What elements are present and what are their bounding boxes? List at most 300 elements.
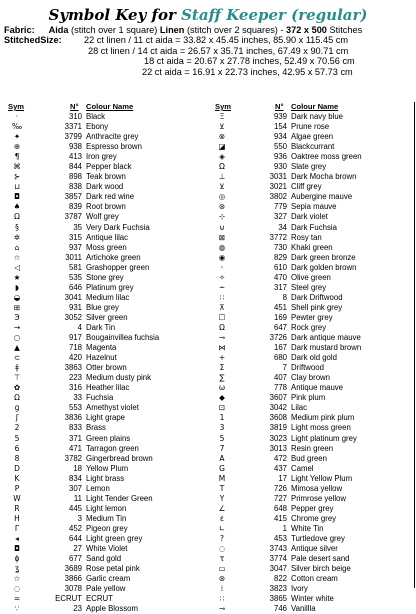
colour-name: Dark Tin (86, 322, 116, 332)
key-row (209, 233, 414, 243)
dmc-number: 407 (273, 373, 287, 383)
key-row (209, 353, 414, 363)
key-row (4, 514, 209, 524)
dmc-number: 3836 (64, 413, 82, 423)
key-row (209, 514, 414, 524)
colour-name: Oaktree moss green (291, 152, 362, 162)
symbol-glyph: T (219, 483, 225, 493)
fabric-label: Fabric: (4, 25, 35, 35)
symbol-glyph: ◘ (14, 544, 20, 554)
key-row (209, 122, 414, 132)
dmc-number: 833 (68, 423, 82, 433)
key-row (4, 383, 209, 393)
key-row (4, 172, 209, 182)
symbol-glyph: ⊛ (218, 574, 226, 584)
dmc-number: 3078 (64, 584, 82, 594)
key-row (4, 393, 209, 403)
symbol-glyph: ǂ (15, 363, 19, 373)
colour-name: Fuchsia (86, 393, 114, 403)
key-row (4, 524, 209, 534)
symbol-glyph: ◗ (15, 282, 19, 292)
key-row (209, 263, 414, 273)
symbol-glyph: Y (219, 493, 225, 503)
dmc-number: 437 (273, 463, 287, 473)
symbol-glyph: ∑ (219, 373, 225, 383)
key-row (4, 574, 209, 584)
key-row (4, 454, 209, 464)
colour-name: Dark old gold (291, 353, 337, 363)
colour-name: White Violet (86, 544, 128, 554)
dmc-number: 315 (68, 232, 82, 242)
dmc-number: 779 (273, 202, 287, 212)
key-row (209, 494, 414, 504)
colour-name: Turtledove grey (291, 533, 345, 543)
colour-name: Platinum grey (86, 282, 134, 292)
dmc-number: 610 (273, 262, 287, 272)
symbol-glyph: ☆ (13, 252, 21, 262)
title-prefix: Symbol Key for (48, 6, 182, 24)
colour-name: Pale yellow (86, 584, 126, 594)
symbol-glyph: H (14, 513, 20, 523)
key-row (209, 584, 414, 594)
key-row (209, 484, 414, 494)
key-row (209, 474, 414, 484)
symbol-glyph: ◪ (218, 142, 226, 152)
dmc-number: 3743 (269, 544, 287, 554)
dmc-number: 550 (273, 142, 287, 152)
dmc-number: 778 (273, 383, 287, 393)
key-row (209, 504, 414, 514)
size-row-4 (4, 67, 414, 77)
symbol-glyph: Э (14, 312, 20, 322)
dmc-number: 27 (73, 544, 82, 554)
dmc-number: 316 (68, 383, 82, 393)
colour-name: White Tin (291, 523, 324, 533)
left-column-headers (4, 102, 209, 111)
symbol-glyph: ∵ (14, 604, 20, 614)
fabric-row (4, 25, 414, 35)
key-row (209, 534, 414, 544)
key-row (209, 202, 414, 212)
key-row (209, 313, 414, 323)
colour-name: Medium lilac (86, 292, 130, 302)
dmc-number: 3371 (64, 122, 82, 132)
symbol-glyph: ♠ (13, 202, 21, 212)
key-row (209, 152, 414, 162)
key-row (4, 243, 209, 253)
symbol-glyph: ⊍ (219, 222, 225, 232)
key-row (4, 273, 209, 283)
key-row (209, 403, 414, 413)
colour-name: Winter white (291, 594, 334, 604)
key-row (209, 393, 414, 403)
colour-name: Sand gold (86, 554, 122, 564)
colour-name: Wolf grey (86, 212, 119, 222)
symbol-glyph: ⊛ (218, 202, 226, 212)
header-sym: Sym (215, 102, 232, 111)
colour-name: Driftwood (291, 363, 324, 373)
symbol-glyph: τ (219, 554, 225, 564)
key-row (209, 434, 414, 444)
colour-name: Dark green bronze (291, 252, 356, 262)
key-row (209, 373, 414, 383)
symbol-glyph: ϕ (14, 554, 20, 564)
colour-name: Amethyst violet (86, 403, 139, 413)
colour-name: Antique lilac (86, 232, 129, 242)
symbol-glyph: ⊥ (218, 172, 226, 182)
dmc-number: 310 (68, 112, 82, 121)
symbol-glyph: 6 (14, 443, 20, 453)
colour-name: Algae green (291, 132, 334, 142)
dmc-number: 3772 (269, 232, 287, 242)
colour-name: Pepper grey (291, 503, 334, 513)
dmc-number: 3819 (269, 423, 287, 433)
colour-name: Steel grey (291, 282, 327, 292)
key-row (4, 112, 209, 122)
dmc-number: 371 (68, 433, 82, 443)
dmc-number: 8 (282, 292, 287, 302)
symbol-glyph: ⊸ (218, 333, 226, 343)
colour-name: Resin green (291, 443, 334, 453)
dmc-number: 445 (68, 503, 82, 513)
dmc-number: 3052 (64, 312, 82, 322)
colour-name: Light green grey (86, 533, 143, 543)
key-row (209, 343, 414, 353)
symbol-glyph: ⋈ (218, 343, 226, 353)
colour-name: Moss green (86, 242, 127, 252)
key-row (4, 444, 209, 454)
dmc-number: 3857 (64, 192, 82, 202)
symbol-glyph: 3 (219, 423, 225, 433)
colour-name: Very Dark Fuchsia (86, 222, 150, 232)
symbol-glyph: ⌘ (13, 162, 21, 172)
dmc-number: 1 (282, 523, 287, 533)
key-row (4, 313, 209, 323)
colour-name: Pigeon grey (86, 523, 128, 533)
key-row (209, 524, 414, 534)
dmc-number: 930 (273, 162, 287, 172)
dmc-number: 3047 (269, 564, 287, 574)
key-row (4, 122, 209, 132)
symbol-glyph: ⁞ (220, 584, 224, 594)
key-row (209, 574, 414, 584)
dmc-number: ECRUT (55, 594, 82, 604)
symbol-glyph: + (218, 353, 226, 363)
colour-name: Dark violet (291, 212, 328, 222)
header-name: Colour Name (291, 102, 339, 111)
dmc-number: 3607 (269, 393, 287, 403)
symbol-glyph: ∷ (219, 292, 225, 302)
colour-name: Dark Mocha brown (291, 172, 357, 182)
colour-name: ECRUT (86, 594, 113, 604)
symbol-glyph: K (14, 473, 20, 483)
colour-name: Dark antique mauve (291, 333, 361, 343)
key-row (4, 142, 209, 152)
dmc-number: 936 (273, 152, 287, 162)
dmc-number: 3689 (64, 564, 82, 574)
key-row (4, 494, 209, 504)
colour-name: Hazelnut (86, 353, 117, 363)
dmc-number: 3802 (269, 192, 287, 202)
colour-name: Artichoke green (86, 252, 141, 262)
symbol-glyph: P (14, 483, 20, 493)
colour-name: Dark Fuchsia (291, 222, 337, 232)
stitch-suffix: Stitches (329, 25, 363, 35)
colour-name: Chrome grey (291, 513, 337, 523)
colour-name: Dark red wine (86, 192, 135, 202)
key-row (209, 112, 414, 122)
key-row (4, 564, 209, 574)
dmc-number: 939 (273, 112, 287, 121)
dmc-number: 3865 (269, 594, 287, 604)
symbol-glyph: ◘ (14, 192, 20, 202)
key-row (4, 202, 209, 212)
key-row (209, 303, 414, 313)
key-row (4, 594, 209, 604)
symbol-glyph: 5 (219, 433, 225, 443)
dmc-number: 917 (68, 333, 82, 343)
key-row (4, 253, 209, 263)
symbol-glyph: ▭ (218, 564, 226, 574)
colour-name: Root brown (86, 202, 126, 212)
symbol-glyph: ¶ (14, 152, 20, 162)
key-row (4, 544, 209, 554)
symbol-glyph: ⊻ (219, 182, 225, 192)
dmc-number: 535 (68, 272, 82, 282)
symbol-glyph: ◆ (219, 393, 225, 403)
symbol-glyph: → (13, 322, 21, 332)
key-row (4, 413, 209, 423)
key-row (209, 283, 414, 293)
symbol-glyph: ◎ (218, 192, 226, 202)
key-row (4, 182, 209, 192)
colour-name: Clay brown (291, 373, 330, 383)
symbol-glyph: ◁ (14, 262, 20, 272)
right-key-list (209, 112, 414, 614)
symbol-glyph: Ω (219, 322, 225, 332)
symbol-glyph: ∟ (218, 523, 226, 533)
fabric-aida-note: (stitch over 1 square) (71, 25, 158, 35)
size-line: 18 ct aida = 20.67 x 27.78 inches, 52.49 x 70.56 cm (144, 56, 355, 67)
colour-name: Dark golden brown (291, 262, 357, 272)
symbol-glyph: ◈ (219, 152, 225, 162)
colour-name: Medium Tin (86, 513, 127, 523)
size-line: 28 ct linen / 14 ct aida = 26.57 x 35.71 inches, 67.49 x 90.71 cm (88, 45, 349, 56)
colour-name: Pewter grey (291, 312, 333, 322)
left-key-list (4, 112, 209, 614)
colour-name: Light Tender Green (86, 493, 153, 503)
key-row (209, 333, 414, 343)
symbol-glyph: ⊼ (219, 302, 225, 312)
dmc-number: 154 (273, 122, 287, 132)
fabric-linen-note: (stitch over 2 squares) - (186, 25, 284, 35)
fabric-linen: Linen (159, 25, 185, 35)
colour-name: Anthracite grey (86, 132, 139, 142)
colour-name: Pepper black (86, 162, 132, 172)
key-row (209, 444, 414, 454)
colour-name: Heather lilac (86, 383, 130, 393)
dmc-number: 647 (273, 322, 287, 332)
page-title (0, 6, 416, 24)
symbol-glyph: ◦ (219, 262, 225, 272)
symbol-glyph: ▲ (14, 343, 20, 353)
colour-name: Olive green (291, 272, 331, 282)
key-row (4, 263, 209, 273)
dmc-number: 3 (77, 513, 82, 523)
dmc-number: 223 (68, 373, 82, 383)
symbol-glyph: 8 (14, 453, 20, 463)
key-row (209, 223, 414, 233)
key-row (4, 363, 209, 373)
dmc-number: 938 (68, 142, 82, 152)
key-row (209, 182, 414, 192)
symbol-glyph: ʃ (15, 413, 19, 423)
symbol-glyph: ∷ (219, 594, 225, 604)
symbol-glyph: ✧ (218, 272, 226, 282)
dmc-number: 7 (282, 363, 287, 373)
colour-name: Slate grey (291, 162, 327, 172)
symbol-glyph: ◂ (15, 533, 19, 543)
dmc-number: 3799 (64, 132, 82, 142)
colour-name: Black (86, 112, 106, 121)
header-sym: Sym (8, 102, 25, 111)
dmc-number: 420 (68, 353, 82, 363)
key-row (4, 162, 209, 172)
size-line: 22 ct linen / 11 ct aida = 33.82 x 45.45 inches, 85.90 x 115.45 cm (84, 35, 348, 46)
symbol-glyph: ɡ (14, 403, 20, 413)
symbol-glyph: ⊠ (218, 232, 226, 242)
key-row (209, 554, 414, 564)
dmc-number: 680 (273, 353, 287, 363)
dmc-number: 677 (68, 554, 82, 564)
symbol-glyph: Ω (219, 162, 225, 172)
key-row (4, 604, 209, 614)
dmc-number: 3863 (64, 363, 82, 373)
key-row (209, 413, 414, 423)
dmc-number: 34 (278, 222, 287, 232)
symbol-glyph: ⊡ (218, 403, 226, 413)
fabric-aida: Aida (48, 25, 69, 35)
symbol-glyph: ⊹ (218, 212, 226, 222)
symbol-glyph: ʓ (14, 564, 20, 574)
symbol-glyph: ◒ (13, 292, 21, 302)
colour-name: Garlic cream (86, 574, 131, 584)
dmc-number: 581 (68, 262, 82, 272)
colour-name: Mimosa yellow (291, 483, 343, 493)
dmc-number: 553 (68, 403, 82, 413)
right-key-table (209, 102, 415, 614)
symbol-glyph: 5 (14, 433, 20, 443)
colour-name: Green plains (86, 433, 131, 443)
dmc-number: 3782 (64, 453, 82, 463)
symbol-glyph: A (219, 453, 225, 463)
colour-name: Light brass (86, 473, 125, 483)
key-row (4, 152, 209, 162)
colour-name: Bud green (291, 453, 327, 463)
dmc-number: 746 (273, 604, 287, 614)
colour-name: Brass (86, 423, 106, 433)
key-row (209, 142, 414, 152)
colour-name: Aubergine mauve (291, 192, 353, 202)
symbol-glyph: Ξ (219, 112, 225, 121)
symbol-glyph: G (219, 463, 225, 473)
dmc-number: 415 (273, 513, 287, 523)
colour-name: Antique silver (291, 544, 338, 554)
symbol-glyph: = (13, 594, 21, 604)
symbol-glyph: ⊗ (218, 132, 226, 142)
key-row (209, 594, 414, 604)
colour-name: Medium dusty pink (86, 373, 152, 383)
dmc-number: 470 (273, 272, 287, 282)
dmc-number: 727 (273, 493, 287, 503)
dmc-number: 3031 (269, 172, 287, 182)
key-row (4, 484, 209, 494)
stitch-count: 372 x 500 (286, 25, 327, 35)
dmc-number: 838 (68, 182, 82, 192)
dmc-number: 646 (68, 282, 82, 292)
colour-name: Apple Blossom (86, 604, 139, 614)
colour-name: Cotton cream (291, 574, 338, 584)
symbol-glyph: R (14, 503, 20, 513)
dmc-number: 839 (68, 202, 82, 212)
key-row (209, 253, 414, 263)
symbol-glyph: 1 (219, 413, 225, 423)
colour-name: Gingerbread brown (86, 453, 153, 463)
key-row (4, 283, 209, 293)
key-row (4, 212, 209, 222)
size-row-2 (4, 46, 414, 56)
colour-name: Antique mauve (291, 383, 344, 393)
dmc-number: 317 (273, 282, 287, 292)
key-row (209, 544, 414, 554)
dmc-number: 822 (273, 574, 287, 584)
colour-name: Grashopper green (86, 262, 150, 272)
colour-name: Light Yellow Plum (291, 473, 353, 483)
dmc-number: 644 (68, 533, 82, 543)
dmc-number: 18 (73, 463, 82, 473)
key-row (4, 233, 209, 243)
dmc-number: 844 (68, 162, 82, 172)
symbol-glyph: W (13, 493, 21, 503)
key-row (209, 383, 414, 393)
symbol-glyph: ⊤ (13, 373, 21, 383)
colour-name: Dark navy blue (291, 112, 344, 121)
dmc-number: 834 (68, 473, 82, 483)
key-row (4, 323, 209, 333)
dmc-number: 169 (273, 312, 287, 322)
symbol-glyph: Σ (219, 363, 225, 373)
key-row (4, 584, 209, 594)
key-row (209, 363, 414, 373)
colour-name: Blue grey (86, 302, 119, 312)
colour-name: Dark Driftwood (291, 292, 343, 302)
symbol-glyph: § (15, 222, 19, 232)
symbol-glyph: ☆ (13, 574, 21, 584)
symbol-glyph: ✲ (13, 232, 21, 242)
colour-name: Otter brown (86, 363, 127, 373)
symbol-glyph: ◍ (218, 242, 226, 252)
symbol-glyph: ‰ (11, 122, 23, 132)
key-row (4, 423, 209, 433)
dmc-number: 307 (68, 483, 82, 493)
dmc-number: 934 (273, 132, 287, 142)
colour-name: Pale desert sand (291, 554, 350, 564)
dmc-number: 718 (68, 343, 82, 353)
colour-name: Bougainvillea fuchsia (86, 333, 160, 343)
fabric-info (4, 25, 414, 77)
dmc-number: 3823 (269, 584, 287, 594)
colour-name: Light moss green (291, 423, 351, 433)
